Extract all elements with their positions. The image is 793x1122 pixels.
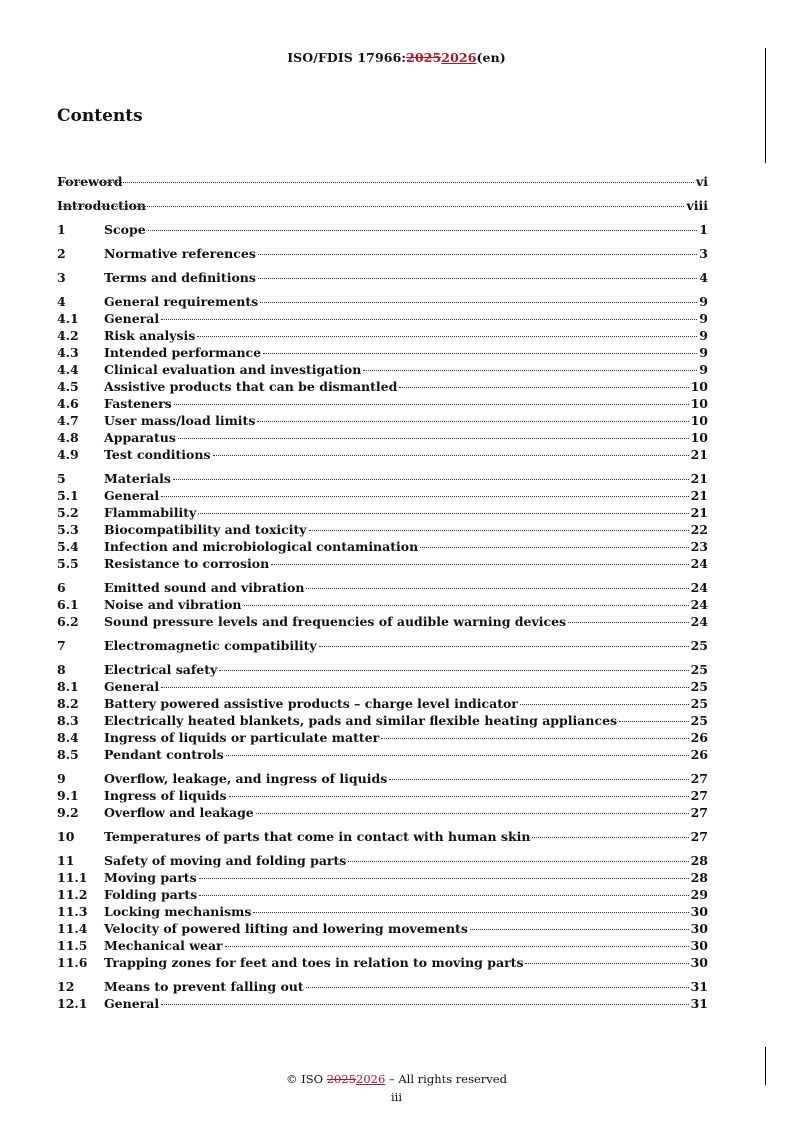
header-prefix: ISO/FDIS 17966: (287, 50, 407, 65)
toc-dot-leader (244, 605, 689, 606)
toc-entry-label: General (104, 488, 160, 503)
toc-entry-page: 26 (690, 747, 708, 762)
toc-entry[interactable] (57, 829, 708, 846)
toc-entry-label: Assistive products that can be dismantled (104, 379, 398, 394)
toc-entry[interactable] (57, 614, 708, 631)
toc-entry[interactable] (57, 679, 708, 696)
toc-entry[interactable] (57, 788, 708, 805)
toc-entry-number: 12 (57, 979, 75, 994)
toc-dot-leader (197, 336, 697, 337)
toc-entry-label: Temperatures of parts that come in contact with human skin (104, 829, 531, 844)
toc-entry[interactable] (57, 662, 708, 679)
toc-entry[interactable] (57, 270, 708, 287)
toc-dot-leader (525, 963, 688, 964)
toc-entry-number: 5.4 (57, 539, 79, 554)
toc-entry-number: 11.2 (57, 887, 88, 902)
toc-entry-label: Trapping zones for feet and toes in relation to moving parts (104, 955, 524, 970)
toc-entry[interactable] (57, 887, 708, 904)
toc-entry[interactable] (57, 696, 708, 713)
toc-entry-label: Overflow, leakage, and ingress of liquids (104, 771, 388, 786)
toc-dot-leader (348, 861, 688, 862)
toc-entry-page: 25 (690, 662, 708, 677)
toc-dot-leader (306, 588, 688, 589)
toc-entry-number: 1 (57, 222, 66, 237)
toc-entry-page: vi (695, 174, 708, 189)
toc-dot-leader (161, 687, 688, 688)
toc-entry-label: Normative references (104, 246, 256, 261)
toc-entry-number: 2 (57, 246, 66, 261)
toc-dot-leader (399, 387, 688, 388)
toc-entry-number: 10 (57, 829, 75, 844)
toc-dot-leader (173, 479, 689, 480)
toc-entry-number: 4.9 (57, 447, 79, 462)
toc-dot-leader (213, 455, 689, 456)
change-bar-top (765, 48, 766, 163)
toc-entry-page: 24 (690, 597, 708, 612)
toc-entry-page: 9 (699, 345, 708, 360)
toc-dot-leader (532, 837, 688, 838)
toc-dot-leader (199, 895, 688, 896)
toc-entry-number: 7 (57, 638, 66, 653)
copyright-footer (0, 1072, 793, 1086)
toc-dot-leader (568, 622, 689, 623)
toc-dot-leader (271, 564, 688, 565)
toc-entry-number: 4.8 (57, 430, 79, 445)
toc-entry-number: 12.1 (57, 996, 88, 1011)
toc-dot-leader (59, 182, 694, 183)
toc-entry-label: Electromagnetic compatibility (104, 638, 317, 653)
toc-entry[interactable] (57, 246, 708, 263)
toc-entry[interactable] (57, 730, 708, 747)
toc-entry-page: 25 (690, 696, 708, 711)
toc-entry-page: 28 (690, 853, 708, 868)
toc-dot-leader (198, 513, 688, 514)
toc-entry-number: 8.5 (57, 747, 79, 762)
toc-entry-page: viii (686, 198, 708, 213)
toc-entry-number: 8.1 (57, 679, 79, 694)
toc-entry-label: Mechanical wear (104, 938, 223, 953)
toc-entry-page: 3 (699, 246, 708, 261)
toc-entry[interactable] (57, 396, 708, 413)
toc-entry-label: Biocompatibility and toxicity (104, 522, 307, 537)
toc-entry[interactable] (57, 294, 708, 311)
toc-entry-label: Materials (104, 471, 171, 486)
toc-dot-leader (161, 1004, 688, 1005)
footer-suffix: – All rights reserved (385, 1072, 507, 1086)
toc-entry-page: 21 (690, 488, 708, 503)
toc-entry-page: 24 (690, 556, 708, 571)
toc-dot-leader (258, 254, 697, 255)
toc-entry-label: Safety of moving and folding parts (104, 853, 347, 868)
toc-entry-page: 30 (690, 955, 708, 970)
toc-entry-label: Fasteners (104, 396, 172, 411)
toc-entry-page: 29 (690, 887, 708, 902)
toc-entry[interactable]: Foreword vi (57, 174, 708, 189)
toc-entry-label: Clinical evaluation and investigation (104, 362, 362, 377)
toc-entry-number: 9.1 (57, 788, 79, 803)
toc-dot-leader (263, 353, 697, 354)
toc-entry-page: 28 (690, 870, 708, 885)
toc-entry-label: Emitted sound and vibration (104, 580, 305, 595)
toc-entry-page: 27 (690, 829, 708, 844)
table-of-contents (57, 174, 708, 1013)
toc-entry-page: 10 (690, 379, 708, 394)
toc-entry[interactable] (57, 522, 708, 539)
toc-entry-label: Velocity of powered lifting and lowering movements (104, 921, 468, 936)
toc-dot-leader (420, 547, 688, 548)
toc-entry-label: Resistance to corrosion (104, 556, 270, 571)
toc-entry-page: 1 (699, 222, 708, 237)
toc-entry[interactable] (57, 505, 708, 522)
toc-entry-page: 22 (690, 522, 708, 537)
toc-entry[interactable] (57, 379, 708, 396)
toc-entry-page: 21 (690, 447, 708, 462)
footer-inserted-year: 2026 (356, 1072, 386, 1086)
toc-entry-page: 31 (690, 996, 708, 1011)
toc-entry-page: 9 (699, 328, 708, 343)
footer-prefix: © ISO (286, 1072, 327, 1086)
toc-entry-label: Intended performance (104, 345, 262, 360)
toc-entry-number: 4.4 (57, 362, 79, 377)
toc-entry[interactable] (57, 938, 708, 955)
toc-entry-label: Scope (104, 222, 146, 237)
toc-entry-number: 4.3 (57, 345, 79, 360)
toc-dot-leader (470, 929, 689, 930)
toc-entry-label: Flammability (104, 505, 197, 520)
header-deleted-year: 2025 (406, 50, 442, 65)
toc-entry-label: Locking mechanisms (104, 904, 252, 919)
toc-entry-page: 27 (690, 771, 708, 786)
toc-entry-page: 31 (690, 979, 708, 994)
toc-entry-page: 23 (690, 539, 708, 554)
toc-entry-page: 9 (699, 294, 708, 309)
toc-entry-page: 26 (690, 730, 708, 745)
toc-entry-page: 24 (690, 580, 708, 595)
toc-dot-leader (59, 206, 684, 207)
toc-entry-page: 10 (690, 396, 708, 411)
toc-entry-page: 9 (699, 362, 708, 377)
page-title: Contents (57, 106, 143, 126)
toc-entry-page: 24 (690, 614, 708, 629)
toc-entry-number: 8.3 (57, 713, 79, 728)
footer-deleted-year: 2025 (326, 1072, 356, 1086)
toc-entry[interactable] (57, 870, 708, 887)
toc-entry-page: 25 (690, 679, 708, 694)
toc-entry[interactable] (57, 805, 708, 822)
toc-entry[interactable] (57, 771, 708, 788)
toc-entry-label: Terms and definitions (104, 270, 256, 285)
toc-entry-page: 25 (690, 713, 708, 728)
toc-entry-number: 4.6 (57, 396, 79, 411)
toc-entry[interactable] (57, 311, 708, 328)
toc-dot-leader (253, 912, 688, 913)
toc-entry-number: 4.1 (57, 311, 79, 326)
toc-entry-label: Pendant controls (104, 747, 224, 762)
toc-entry-page: 25 (690, 638, 708, 653)
toc-entry-label: Electrical safety (104, 662, 218, 677)
toc-entry-number: 3 (57, 270, 66, 285)
toc-entry-label: Infection and microbiological contamination (104, 539, 419, 554)
toc-entry[interactable] (57, 447, 708, 464)
toc-entry-number: 8.2 (57, 696, 79, 711)
toc-dot-leader (161, 496, 688, 497)
toc-entry-label: General (104, 996, 160, 1011)
toc-entry-label: Overflow and leakage (104, 805, 254, 820)
toc-entry-label: Sound pressure levels and frequencies of audible warning devices (104, 614, 567, 629)
toc-entry-number: 8 (57, 662, 66, 677)
toc-entry-number: 9 (57, 771, 66, 786)
toc-entry-number: 4 (57, 294, 66, 309)
toc-entry-page: 4 (699, 270, 708, 285)
toc-entry-label: General requirements (104, 294, 259, 309)
toc-entry-number: 9.2 (57, 805, 79, 820)
toc-entry-number: 5.2 (57, 505, 79, 520)
toc-entry-number: 11 (57, 853, 75, 868)
toc-entry[interactable] (57, 979, 708, 996)
toc-entry-label: Noise and vibration (104, 597, 242, 612)
toc-entry-page: 10 (690, 430, 708, 445)
toc-dot-leader (363, 370, 697, 371)
toc-entry-label: Folding parts (104, 887, 198, 902)
toc-entry-label: User mass/load limits (104, 413, 256, 428)
toc-entry[interactable] (57, 362, 708, 379)
toc-entry-number: 6.1 (57, 597, 79, 612)
toc-entry-page: 21 (690, 471, 708, 486)
toc-entry-number: 5.1 (57, 488, 79, 503)
toc-entry-page: 30 (690, 904, 708, 919)
toc-entry-label: General (104, 311, 160, 326)
toc-entry[interactable] (57, 853, 708, 870)
toc-entry-number: 4.7 (57, 413, 79, 428)
toc-entry-page: 10 (690, 413, 708, 428)
toc-dot-leader (178, 438, 689, 439)
toc-dot-leader (258, 278, 697, 279)
toc-entry[interactable] (57, 430, 708, 447)
toc-entry-number: 11.5 (57, 938, 88, 953)
toc-entry-label: Moving parts (104, 870, 197, 885)
toc-entry[interactable] (57, 597, 708, 614)
toc-entry-page: 21 (690, 505, 708, 520)
toc-entry-number: 5 (57, 471, 66, 486)
toc-entry-number: 11.4 (57, 921, 88, 936)
toc-dot-leader (148, 230, 698, 231)
toc-entry-number: 6 (57, 580, 66, 595)
toc-entry-number: 5.5 (57, 556, 79, 571)
toc-entry[interactable] (57, 328, 708, 345)
toc-dot-leader (256, 813, 689, 814)
toc-dot-leader (226, 755, 689, 756)
toc-entry[interactable] (57, 747, 708, 764)
toc-entry-label: General (104, 679, 160, 694)
toc-entry-number: 11.1 (57, 870, 88, 885)
header-suffix: (en) (476, 50, 506, 65)
toc-entry-number: 11.6 (57, 955, 88, 970)
toc-entry-label: Test conditions (104, 447, 211, 462)
toc-entry[interactable] (57, 713, 708, 730)
toc-entry[interactable] (57, 921, 708, 938)
toc-dot-leader (225, 946, 689, 947)
toc-entry[interactable] (57, 488, 708, 505)
toc-dot-leader (161, 319, 697, 320)
page-number: iii (390, 1090, 403, 1104)
toc-dot-leader (219, 670, 688, 671)
toc-entry-page: 30 (690, 921, 708, 936)
toc-dot-leader (260, 302, 697, 303)
toc-dot-leader (229, 796, 689, 797)
toc-dot-leader (309, 530, 689, 531)
toc-entry[interactable] (57, 996, 708, 1013)
toc-entry-number: 4.2 (57, 328, 79, 343)
document-header (0, 50, 793, 65)
toc-entry[interactable] (57, 413, 708, 430)
toc-entry-page: 9 (699, 311, 708, 326)
toc-entry-number: 8.4 (57, 730, 79, 745)
toc-entry[interactable] (57, 955, 708, 972)
toc-entry[interactable] (57, 556, 708, 573)
toc-entry-page: 27 (690, 805, 708, 820)
toc-entry[interactable] (57, 638, 708, 655)
toc-dot-leader (306, 987, 689, 988)
toc-entry-label: Risk analysis (104, 328, 196, 343)
toc-entry-page: 27 (690, 788, 708, 803)
toc-entry[interactable] (57, 904, 708, 921)
toc-dot-leader (381, 738, 688, 739)
toc-entry[interactable] (57, 580, 708, 597)
toc-entry-label: Electrically heated blankets, pads and similar flexible heating appliances (104, 713, 618, 728)
toc-entry-label: Apparatus (104, 430, 176, 445)
toc-dot-leader (174, 404, 689, 405)
toc-dot-leader (520, 704, 689, 705)
header-inserted-year: 2026 (441, 50, 477, 65)
toc-entry-number: 4.5 (57, 379, 79, 394)
toc-entry-page: 30 (690, 938, 708, 953)
toc-entry-label: Ingress of liquids (104, 788, 227, 803)
toc-entry[interactable] (57, 471, 708, 488)
toc-dot-leader (257, 421, 688, 422)
toc-entry-label: Ingress of liquids or particulate matter (104, 730, 380, 745)
toc-entry-number: 11.3 (57, 904, 88, 919)
toc-dot-leader (389, 779, 688, 780)
toc-entry[interactable]: Introduction viii (57, 198, 708, 213)
toc-entry-number: 5.3 (57, 522, 79, 537)
toc-entry[interactable] (57, 222, 708, 239)
toc-dot-leader (619, 721, 689, 722)
toc-entry-label: Means to prevent falling out (104, 979, 304, 994)
toc-dot-leader (199, 878, 689, 879)
toc-dot-leader (319, 646, 689, 647)
toc-entry[interactable] (57, 539, 708, 556)
toc-entry[interactable] (57, 345, 708, 362)
toc-entry-number: 6.2 (57, 614, 79, 629)
toc-entry-label: Battery powered assistive products – charge level indicator (104, 696, 518, 711)
